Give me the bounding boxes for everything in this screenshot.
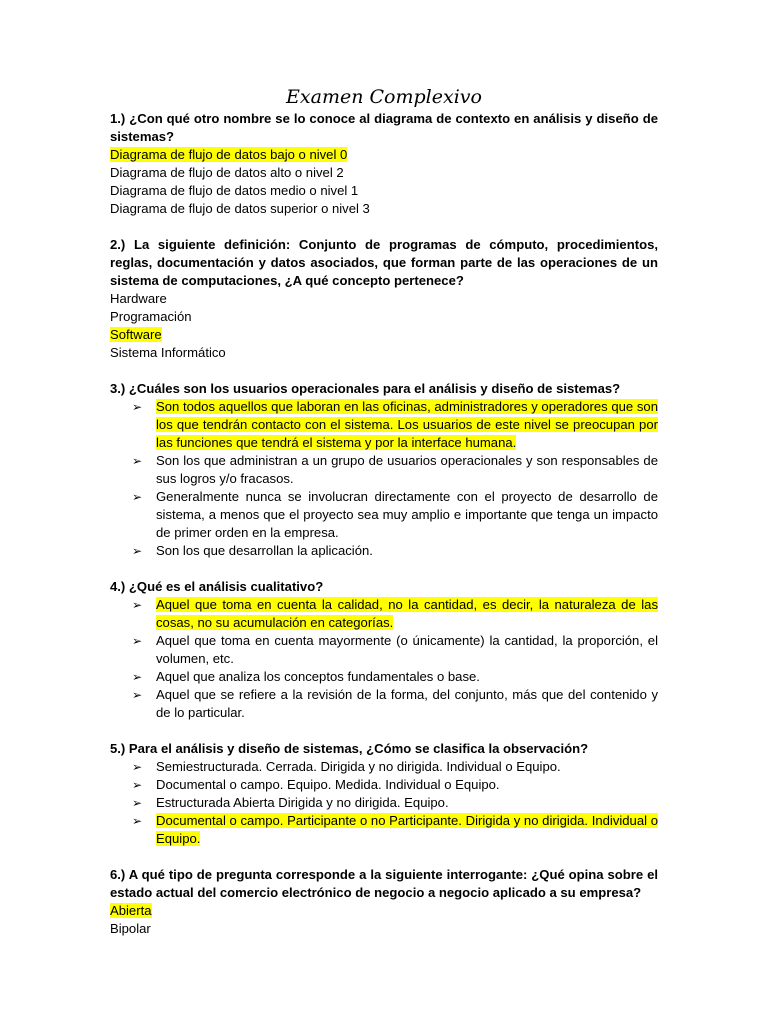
answer-option [110,452,658,488]
arrowhead-bullet-icon: ➢ [132,796,143,810]
arrowhead-bullet-icon: ➢ [132,778,143,792]
answer-text: Documental o campo. Equipo. Medida. Individual o Equipo. [156,777,500,792]
answer-option [110,488,658,542]
answer-text: Son los que administran a un grupo de usuarios operacionales y son responsables de sus logros y/o fracasos. [156,453,658,486]
arrowhead-bullet-icon: ➢ [132,454,143,468]
answer-option [110,920,658,938]
answer-option [110,668,658,686]
answer-option [110,290,658,308]
answer-option [110,758,658,776]
exam-content [110,110,658,956]
answer-text: Diagrama de flujo de datos alto o nivel 2 [110,165,344,180]
answer-option [110,686,658,722]
answer-text-highlighted: Documental o campo. Participante o no Participante. Dirigida y no dirigida. Individual o Equipo. [156,813,658,846]
question-block [110,578,658,722]
arrowhead-bullet-icon: ➢ [132,760,143,774]
question-block [110,110,658,218]
answer-text-highlighted: Diagrama de flujo de datos bajo o nivel 0 [110,147,348,162]
answer-option [110,398,658,452]
answer-text: Diagrama de flujo de datos medio o nivel 1 [110,183,359,198]
answer-option [110,308,658,326]
answer-text: Aquel que se refiere a la revisión de la forma, del conjunto, más que del contenido y de lo particular. [156,687,658,720]
question-block [110,236,658,362]
answer-option [110,812,658,848]
answer-option [110,326,658,344]
answer-text: Programación [110,309,192,324]
arrowhead-bullet-icon: ➢ [132,688,143,702]
answer-option [110,146,658,164]
answer-option [110,632,658,668]
answer-option [110,776,658,794]
question-text: 2.) La siguiente definición: Conjunto de programas de cómputo, procedimientos, reglas, documentación y datos asociados, que forman parte de las operaciones de un sistema de computaciones, ¿A qué concepto pertenece? [110,237,658,288]
answer-text: Aquel que toma en cuenta mayormente (o únicamente) la cantidad, la proporción, el volumen, etc. [156,633,658,666]
arrowhead-bullet-icon: ➢ [132,670,143,684]
answer-text: Bipolar [110,921,151,936]
answer-list [110,596,658,722]
answer-option [110,902,658,920]
arrowhead-bullet-icon: ➢ [132,544,143,558]
arrowhead-bullet-icon: ➢ [132,400,143,414]
answer-text: Semiestructurada. Cerrada. Dirigida y no dirigida. Individual o Equipo. [156,759,561,774]
answer-text-highlighted: Son todos aquellos que laboran en las oficinas, administradores y operadores que son los que tendrán contacto con el sistema. Los usuarios de este nivel se preocupan por las funciones que tendrá el sistema y por la interface humana. [156,399,658,450]
question-text: 5.) Para el análisis y diseño de sistemas, ¿Cómo se clasifica la observación? [110,741,589,756]
question-block [110,380,658,560]
answer-text: Son los que desarrollan la aplicación. [156,543,373,558]
question-block [110,866,658,938]
question-text: 6.) A qué tipo de pregunta corresponde a la siguiente interrogante: ¿Qué opina sobre el estado actual del comercio electrónico de negocio a negocio aplicado a su empresa? [110,867,658,900]
answer-text: Hardware [110,291,167,306]
answer-option [110,164,658,182]
answer-option [110,542,658,560]
answer-list [110,758,658,848]
answer-text-highlighted: Software [110,327,162,342]
answer-option [110,596,658,632]
question-block [110,740,658,848]
question-text: 3.) ¿Cuáles son los usuarios operacionales para el análisis y diseño de sistemas? [110,381,621,396]
document-title: Examen Complexivo [286,86,482,108]
answer-option [110,344,658,362]
answer-list [110,398,658,560]
answer-option [110,182,658,200]
answer-text: Generalmente nunca se involucran directamente con el proyecto de desarrollo de sistema, a menos que el proyecto sea muy amplio e importante que tenga un impacto de primer orden en la empresa. [156,489,658,540]
answer-option [110,794,658,812]
arrowhead-bullet-icon: ➢ [132,490,143,504]
arrowhead-bullet-icon: ➢ [132,634,143,648]
question-text: 1.) ¿Con qué otro nombre se lo conoce al diagrama de contexto en análisis y diseño de sistemas? [110,111,658,144]
answer-text-highlighted: Aquel que toma en cuenta la calidad, no la cantidad, es decir, la naturaleza de las cosas, no su acumulación en categorías. [156,597,658,630]
answer-text: Aquel que analiza los conceptos fundamentales o base. [156,669,480,684]
answer-text: Estructurada Abierta Dirigida y no dirigida. Equipo. [156,795,449,810]
answer-option [110,200,658,218]
arrowhead-bullet-icon: ➢ [132,814,143,828]
question-text: 4.) ¿Qué es el análisis cualitativo? [110,579,324,594]
answer-text-highlighted: Abierta [110,903,152,918]
answer-text: Sistema Informático [110,345,226,360]
answer-text: Diagrama de flujo de datos superior o nivel 3 [110,201,370,216]
arrowhead-bullet-icon: ➢ [132,598,143,612]
